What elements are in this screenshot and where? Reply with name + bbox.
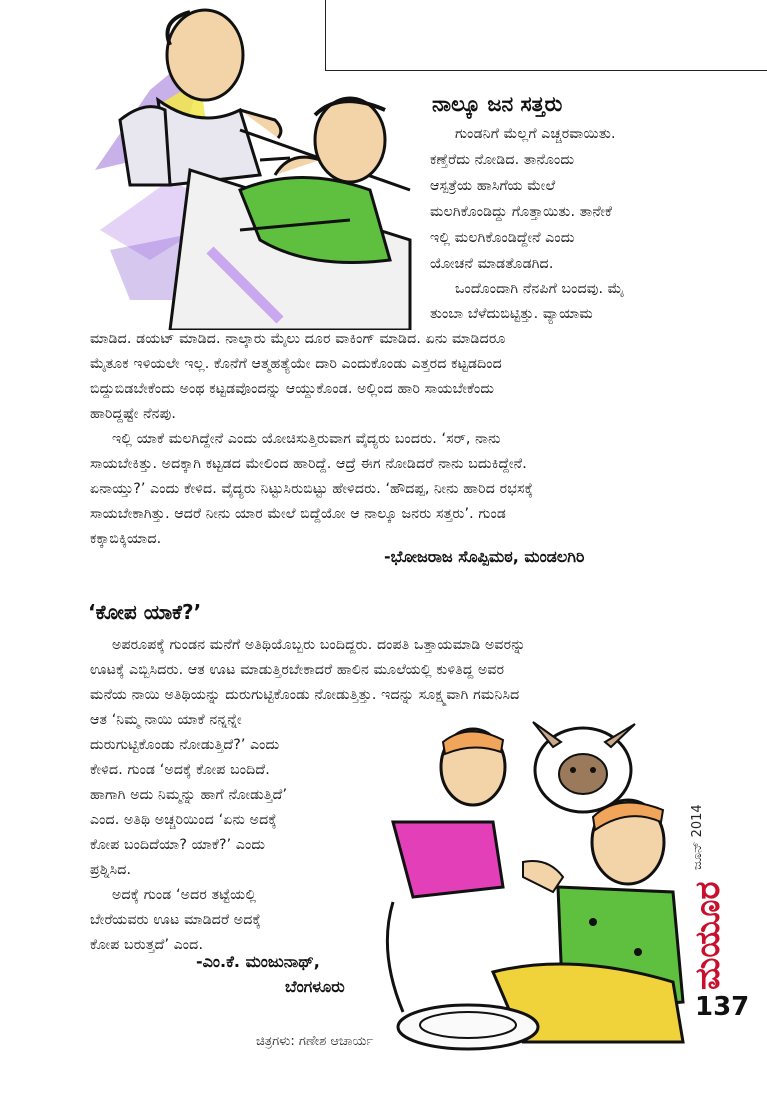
story2-line: ಮನೆಯ ನಾಯಿ ಅತಿಥಿಯನ್ನು ದುರುಗುಟ್ಟಿಕೊಂಡು ನೋಡುತ್ತಿತ್ತು. ಇದನ್ನು ಸೂಕ್ಷ್ಮವಾಗಿ ಗಮನಿಸಿದ [90, 687, 520, 703]
story1-line: ಮಲಗಿಕೊಂಡಿದ್ದು ಗೊತ್ತಾಯಿತು. ತಾನೇಕೆ [430, 204, 613, 220]
story1-line: ಸಾಯಬೇಕಿತ್ತು. ಅದಕ್ಕಾಗಿ ಕಟ್ಟಡದ ಮೇಲಿಂದ ಹಾರಿದ್ದೆ. ಆದ್ರೆ ಈಗ ನೋಡಿದರೆ ನಾನು ಬದುಕಿದ್ದೇನೆ. [90, 456, 527, 472]
story1-line: ಹಾರಿದ್ದಷ್ಟೇ ನೆನಪು. [90, 406, 176, 422]
page-number: 137 [695, 992, 750, 1022]
story2-line: ಪ್ರಶ್ನಿಸಿದ. [90, 862, 132, 878]
story1-line: ಇಲ್ಲಿ ಯಾಕೆ ಮಲಗಿದ್ದೇನೆ ಎಂದು ಯೋಚಿಸುತ್ತಿರುವಾಗ ವೈದ್ಯರು ಬಂದರು. ‘ಸರ್, ನಾನು [112, 431, 501, 447]
story1-title: ನಾಲ್ಕೂ ಜನ ಸತ್ತರು [432, 92, 563, 116]
left-rule [325, 0, 326, 70]
story2-line: ಕೋಪ ಬಂದಿದೆಯಾ? ಯಾಕೆ?’ ಎಂದು [90, 837, 266, 853]
story2-byline-name: -ಎಂ.ಕೆ. ಮಂಜುನಾಥ್, [196, 952, 320, 971]
story2-line: ಕೇಳಿದ. ಗುಂಡ ‘ಅದಕ್ಕೆ ಕೋಪ ಬಂದಿದೆ. [90, 762, 270, 778]
story1-byline: -ಭೋಜರಾಜ ಸೊಪ್ಪಿಮಠ, ಮಂಡಲಗಿರಿ [384, 547, 585, 566]
story2-line: ಹಾಗಾಗಿ ಅದು ನಿಮ್ಮನ್ನು ಹಾಗೆ ನೋಡುತ್ತಿದೆ’ [90, 787, 288, 803]
story2-line: ಊಟಕ್ಕೆ ಎಬ್ಬಿಸಿದರು. ಆತ ಊಟ ಮಾಡುತ್ತಿರಬೇಕಾದರೆ ಹಾಲಿನ ಮೂಲೆಯಲ್ಲಿ ಕುಳಿತಿದ್ದ ಅವರ [90, 662, 505, 678]
illustration-credit: ಚಿತ್ರಗಳು: ಗಣೇಶ ಆಚಾರ್ಯ [256, 1034, 374, 1049]
story1-line: ಕಕ್ಕಾಬಿಕ್ಕಿಯಾದ. [90, 531, 162, 547]
story1-line: ಮೈತೂಕ ಇಳಿಯಲೇ ಇಲ್ಲ. ಕೊನೆಗೆ ಆತ್ಮಹತ್ಯೆಯೇ ದಾರಿ ಎಂದುಕೊಂಡು ಎತ್ತರದ ಕಟ್ಟಡದಿಂದ [90, 356, 502, 372]
story2-line: ಎಂದ. ಅತಿಥಿ ಅಚ್ಚರಿಯಿಂದ ‘ಏನು ಅದಕ್ಕೆ [90, 812, 277, 828]
illustration-hospital-bed [90, 0, 415, 330]
story2-line: ಕೋಪ ಬರುತ್ತದೆ’ ಎಂದ. [90, 937, 204, 953]
story2-line: ಬೇರೆಯವರು ಊಟ ಮಾಡಿದರೆ ಅದಕ್ಕೆ [90, 912, 261, 928]
story1-line: ತುಂಬಾ ಬೆಳೆದುಬಿಟ್ಟಿತ್ತು. ವ್ಯಾಯಾಮ [430, 306, 593, 322]
illustration-angry-dog [373, 712, 691, 1057]
story2-line: ದುರುಗುಟ್ಟಿಕೊಂಡು ನೋಡುತ್ತಿದೆ?’ ಎಂದು [90, 737, 280, 753]
story1-line: ಒಂದೊಂದಾಗಿ ನೆನಪಿಗೆ ಬಂದವು. ಮೈ [455, 281, 625, 297]
top-rule [325, 70, 767, 71]
story1-line: ಮಾಡಿದ. ಡಯಟ್ ಮಾಡಿದ. ನಾಲ್ಕಾರು ಮೈಲು ದೂರ ವಾಕಿಂಗ್ ಮಾಡಿದ. ಏನು ಮಾಡಿದರೂ [90, 331, 506, 347]
story2-line: ಅಪರೂಪಕ್ಕೆ ಗುಂಡನ ಮನೆಗೆ ಅತಿಥಿಯೊಬ್ಬರು ಬಂದಿದ್ದರು. ದಂಪತಿ ಒತ್ತಾಯಮಾಡಿ ಅವರನ್ನು [112, 637, 526, 653]
magazine-logo: ಮಯೂರ [688, 881, 728, 990]
story2-byline-place: ಬೆಂಗಳೂರು [285, 977, 345, 996]
story1-line: ಬಿದ್ದುಬಿಡಬೇಕೆಂದು ಅಂಥ ಕಟ್ಟಡವೊಂದನ್ನು ಆಯ್ದುಕೊಂಡ. ಅಲ್ಲಿಂದ ಹಾರಿ ಸಾಯಬೇಕೆಂದು [90, 381, 495, 397]
magazine-issue-date: ಜೂನ್ 2014 [690, 804, 705, 870]
story1-line: ಇಲ್ಲಿ ಮಲಗಿಕೊಂಡಿದ್ದೇನೆ ಎಂದು [430, 230, 575, 246]
story1-line: ಯೋಚನೆ ಮಾಡತೊಡಗಿದ. [430, 256, 554, 272]
story2-line: ಅದಕ್ಕೆ ಗುಂಡ ‘ಅದರ ತಟ್ಟೆಯಲ್ಲಿ [112, 887, 257, 903]
story1-line: ಏನಾಯ್ತು?’ ಎಂದು ಕೇಳಿದ. ವೈದ್ಯರು ನಿಟ್ಟುಸಿರುಬಿಟ್ಟು ಹೇಳಿದರು. ‘ಹೌದಪ್ಪ, ನೀನು ಹಾರಿದ ರಭಸಕ್ಕೆ [90, 481, 534, 497]
story1-line: ಗುಂಡನಿಗೆ ಮೆಲ್ಲಗೆ ಎಚ್ಚರವಾಯಿತು. [455, 126, 616, 142]
story2-line: ಆತ ‘ನಿಮ್ಮ ನಾಯಿ ಯಾಕೆ ನನ್ನನ್ನೇ [90, 712, 242, 728]
story1-line: ಸಾಯಬೇಕಾಗಿತ್ತು. ಆದರೆ ನೀನು ಯಾರ ಮೇಲೆ ಬಿದ್ದೆಯೋ ಆ ನಾಲ್ಕೂ ಜನರು ಸತ್ತರು’. ಗುಂಡ [90, 506, 507, 522]
story2-title: ‘ಕೋಪ ಯಾಕೆ?’ [88, 600, 202, 624]
story1-line: ಕಣ್ತೆರೆದು ನೋಡಿದ. ತಾನೊಂದು [430, 152, 575, 168]
story1-line: ಆಸ್ಪತ್ರೆಯ ಹಾಸಿಗೆಯ ಮೇಲೆ [430, 178, 556, 194]
